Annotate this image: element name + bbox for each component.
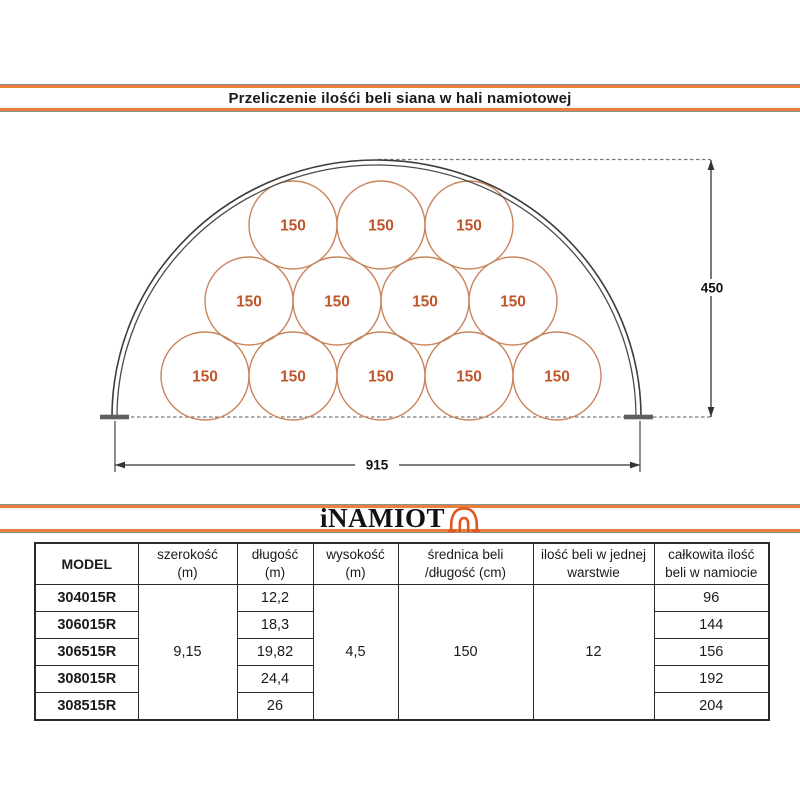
- svg-text:150: 150: [412, 293, 438, 311]
- table-row: [35, 585, 769, 612]
- dlugosc-cell: 26: [237, 693, 313, 721]
- dlugosc-cell: 24,4: [237, 666, 313, 693]
- dlugosc-cell: 18,3: [237, 612, 313, 639]
- model-cell: 304015R: [35, 585, 138, 612]
- svg-text:150: 150: [192, 368, 218, 386]
- wysokosc-merged-cell: 4,5: [313, 585, 398, 721]
- dlugosc-cell: 19,82: [237, 639, 313, 666]
- svg-text:150: 150: [456, 217, 482, 235]
- logo-band: [0, 504, 800, 533]
- ilosc-warstwa-merged-cell: 12: [533, 585, 654, 721]
- width-dimension: [115, 421, 640, 474]
- header-wysokosc: wysokość (m): [313, 543, 398, 585]
- svg-text:150: 150: [500, 293, 526, 311]
- height-dimension-label: 450: [700, 280, 724, 296]
- calkowita-cell: 96: [654, 585, 769, 612]
- svg-text:150: 150: [236, 293, 262, 311]
- svg-text:150: 150: [324, 293, 350, 311]
- calkowita-cell: 156: [654, 639, 769, 666]
- model-cell: 306015R: [35, 612, 138, 639]
- header-calkowita: całkowita ilość beli w namiocie: [654, 543, 769, 585]
- srednica-merged-cell: 150: [398, 585, 533, 721]
- width-dimension-label: 915: [365, 457, 389, 473]
- svg-text:150: 150: [280, 368, 306, 386]
- tent-cross-section-diagram: [0, 130, 800, 490]
- header-dlugosc: długość (m): [237, 543, 313, 585]
- svg-text:150: 150: [368, 217, 394, 235]
- tent-arch-icon: [448, 505, 480, 533]
- model-cell: 308015R: [35, 666, 138, 693]
- header-ilosc-warstwa: ilość beli w jednej warstwie: [533, 543, 654, 585]
- table-header-row: [35, 543, 769, 585]
- calkowita-cell: 192: [654, 666, 769, 693]
- szerokosc-merged-cell: 9,15: [138, 585, 237, 721]
- dlugosc-cell: 12,2: [237, 585, 313, 612]
- model-cell: 306515R: [35, 639, 138, 666]
- svg-text:150: 150: [280, 217, 306, 235]
- calkowita-cell: 144: [654, 612, 769, 639]
- brand-logo-text: iNAMIOT: [320, 503, 445, 533]
- title-band: [0, 84, 800, 112]
- svg-text:150: 150: [456, 368, 482, 386]
- model-spec-table: [34, 542, 770, 721]
- brand-logo: [320, 505, 480, 533]
- header-srednica: średnica beli /długość (cm): [398, 543, 533, 585]
- page-title: Przeliczenie ilośći beli siana w hali namiotowej: [228, 89, 572, 107]
- header-model: MODEL: [35, 543, 138, 585]
- svg-text:150: 150: [368, 368, 394, 386]
- header-szerokosc: szerokość (m): [138, 543, 237, 585]
- model-cell: 308515R: [35, 693, 138, 721]
- calkowita-cell: 204: [654, 693, 769, 721]
- height-dimension: [696, 160, 728, 417]
- svg-text:150: 150: [544, 368, 570, 386]
